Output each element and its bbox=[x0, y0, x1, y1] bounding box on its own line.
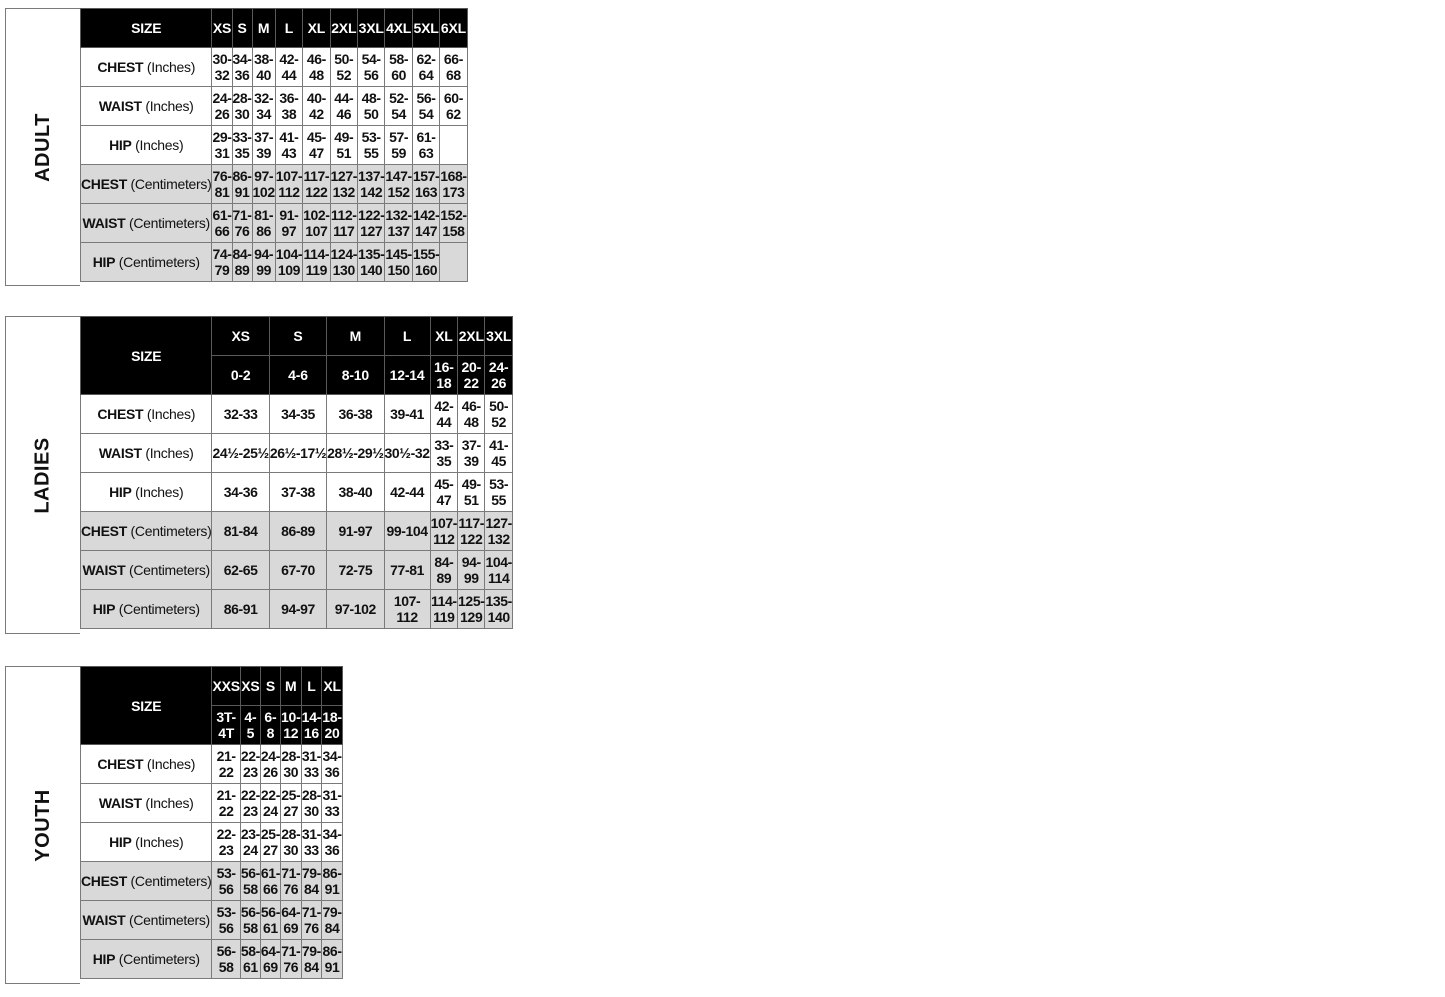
measure-value: 28-30 bbox=[280, 823, 301, 862]
measure-value: 64-69 bbox=[260, 940, 280, 979]
measure-name: CHEST bbox=[97, 756, 144, 772]
measure-value: 53-56 bbox=[212, 862, 240, 901]
measure-row-waist-cm bbox=[81, 204, 468, 243]
size-label: SIZE bbox=[81, 317, 212, 395]
measure-value: 74-79 bbox=[212, 243, 232, 282]
measure-value: 49-51 bbox=[330, 126, 357, 165]
adult-title: ADULT bbox=[31, 112, 54, 182]
measure-value: 45-47 bbox=[430, 473, 457, 512]
measure-value: 34-36 bbox=[212, 473, 269, 512]
numeric-size-cell: 14-16 bbox=[301, 706, 322, 745]
measure-label bbox=[81, 551, 212, 590]
measure-label bbox=[81, 784, 212, 823]
size-header-cell: S bbox=[260, 667, 280, 706]
measure-value: 22-23 bbox=[240, 745, 260, 784]
measure-value: 107-112 bbox=[430, 512, 457, 551]
size-header-cell: S bbox=[269, 317, 326, 356]
numeric-size-cell: 20-22 bbox=[458, 356, 485, 395]
measure-value: 71-76 bbox=[301, 901, 322, 940]
measure-value: 33-35 bbox=[232, 126, 252, 165]
measure-unit: (Inches) bbox=[135, 484, 184, 500]
measure-value: 56-54 bbox=[412, 87, 439, 126]
measure-value: 34-35 bbox=[269, 395, 326, 434]
measure-value: 86-91 bbox=[322, 862, 343, 901]
measure-value: 117-122 bbox=[458, 512, 485, 551]
measure-value: 50-52 bbox=[330, 48, 357, 87]
measure-value: 53-55 bbox=[357, 126, 384, 165]
measure-name: WAIST bbox=[98, 445, 142, 461]
measure-value: 37-39 bbox=[458, 434, 485, 473]
measure-value: 99-104 bbox=[384, 512, 430, 551]
measure-label bbox=[81, 243, 212, 282]
measure-value: 84-89 bbox=[430, 551, 457, 590]
measure-value: 24-26 bbox=[260, 745, 280, 784]
measure-value: 86-91 bbox=[232, 165, 252, 204]
measure-value: 62-65 bbox=[212, 551, 269, 590]
size-header-cell: XL bbox=[303, 9, 330, 48]
numeric-size-cell: 4-5 bbox=[240, 706, 260, 745]
measure-value: 157-163 bbox=[412, 165, 439, 204]
measure-label bbox=[81, 87, 212, 126]
measure-value: 145-150 bbox=[385, 243, 412, 282]
measure-unit: (Inches) bbox=[146, 59, 196, 75]
measure-value: 24-26 bbox=[212, 87, 232, 126]
ladies-side-label bbox=[5, 316, 80, 634]
size-header-cell: 6XL bbox=[440, 9, 467, 48]
youth-side-label bbox=[5, 666, 80, 984]
measure-value: 117-122 bbox=[303, 165, 330, 204]
size-header-cell: 2XL bbox=[330, 9, 357, 48]
measure-value: 135-140 bbox=[357, 243, 384, 282]
measure-value: 34-36 bbox=[322, 823, 343, 862]
measure-name: WAIST bbox=[98, 795, 142, 811]
measure-value: 60-62 bbox=[440, 87, 467, 126]
measure-value: 124-130 bbox=[330, 243, 357, 282]
measure-unit: (Centimeters) bbox=[118, 254, 200, 270]
measure-unit: (Inches) bbox=[146, 406, 196, 422]
adult-size-table bbox=[80, 8, 468, 282]
measure-name: CHEST bbox=[81, 523, 127, 539]
measure-value: 91-97 bbox=[275, 204, 302, 243]
measure-unit: (Inches) bbox=[145, 445, 194, 461]
measure-value: 62-64 bbox=[412, 48, 439, 87]
measure-label bbox=[81, 940, 212, 979]
measure-unit: (Inches) bbox=[135, 834, 184, 850]
measure-value: 28½-29½ bbox=[327, 434, 384, 473]
size-header-cell: XS bbox=[212, 9, 232, 48]
youth-title: YOUTH bbox=[31, 788, 54, 862]
measure-value: 42-44 bbox=[275, 48, 302, 87]
measure-value: 37-39 bbox=[252, 126, 275, 165]
measure-value: 71-76 bbox=[280, 940, 301, 979]
measure-name: HIP bbox=[109, 834, 132, 850]
measure-value: 147-152 bbox=[385, 165, 412, 204]
size-label: SIZE bbox=[81, 9, 212, 48]
measure-row-waist-in bbox=[81, 434, 513, 473]
measure-label bbox=[81, 862, 212, 901]
measure-value: 58-61 bbox=[240, 940, 260, 979]
measure-value: 30½-32 bbox=[384, 434, 430, 473]
measure-value: 26½-17½ bbox=[269, 434, 326, 473]
measure-value: 28-30 bbox=[280, 745, 301, 784]
size-header-cell: 5XL bbox=[412, 9, 439, 48]
measure-value: 21-22 bbox=[212, 784, 240, 823]
numeric-size-cell: 10-12 bbox=[280, 706, 301, 745]
measure-label bbox=[81, 48, 212, 87]
measure-value: 61-66 bbox=[212, 204, 232, 243]
measure-row-waist-in bbox=[81, 87, 468, 126]
measure-name: WAIST bbox=[98, 98, 142, 114]
measure-value: 31-33 bbox=[301, 823, 322, 862]
size-header-row bbox=[81, 9, 468, 48]
size-header-cell: M bbox=[252, 9, 275, 48]
measure-value: 67-70 bbox=[269, 551, 326, 590]
measure-value: 38-40 bbox=[327, 473, 384, 512]
measure-value: 22-24 bbox=[260, 784, 280, 823]
measure-unit: (Inches) bbox=[146, 756, 196, 772]
size-header-cell: 3XL bbox=[485, 317, 512, 356]
measure-value: 142-147 bbox=[412, 204, 439, 243]
size-header-cell: L bbox=[384, 317, 430, 356]
numeric-size-cell: 16-18 bbox=[430, 356, 457, 395]
measure-unit: (Centimeters) bbox=[128, 215, 210, 231]
measure-value: 48-50 bbox=[357, 87, 384, 126]
measure-value: 86-91 bbox=[322, 940, 343, 979]
measure-value: 104-114 bbox=[485, 551, 512, 590]
measure-value: 45-47 bbox=[303, 126, 330, 165]
measure-value: 94-99 bbox=[458, 551, 485, 590]
measure-value: 23-24 bbox=[240, 823, 260, 862]
measure-value: 32-33 bbox=[212, 395, 269, 434]
measure-name: WAIST bbox=[82, 215, 126, 231]
measure-value: 22-23 bbox=[212, 823, 240, 862]
size-header-cell: 4XL bbox=[385, 9, 412, 48]
measure-label bbox=[81, 126, 212, 165]
measure-name: WAIST bbox=[82, 562, 126, 578]
measure-value: 28-30 bbox=[232, 87, 252, 126]
measure-value: 34-36 bbox=[232, 48, 252, 87]
measure-value: 41-45 bbox=[485, 434, 512, 473]
measure-label bbox=[81, 590, 212, 629]
size-header-cell: XL bbox=[322, 667, 343, 706]
measure-value: 102-107 bbox=[303, 204, 330, 243]
ladies-size-table bbox=[80, 316, 513, 629]
measure-value: 71-76 bbox=[232, 204, 252, 243]
measure-value: 54-56 bbox=[357, 48, 384, 87]
size-header-cell: 3XL bbox=[357, 9, 384, 48]
measure-value: 53-55 bbox=[485, 473, 512, 512]
size-label: SIZE bbox=[81, 667, 212, 745]
measure-value: 107-112 bbox=[384, 590, 430, 629]
measure-value: 91-97 bbox=[327, 512, 384, 551]
measure-value: 137-142 bbox=[357, 165, 384, 204]
numeric-size-cell: 24-26 bbox=[485, 356, 512, 395]
measure-value: 84-89 bbox=[232, 243, 252, 282]
measure-value: 37-38 bbox=[269, 473, 326, 512]
measure-value: 122-127 bbox=[357, 204, 384, 243]
measure-row-waist-cm bbox=[81, 901, 343, 940]
size-header-cell: L bbox=[275, 9, 302, 48]
measure-label bbox=[81, 901, 212, 940]
measure-label bbox=[81, 473, 212, 512]
measure-row-hip-in bbox=[81, 126, 468, 165]
measure-name: CHEST bbox=[81, 176, 127, 192]
measure-value: 168-173 bbox=[440, 165, 467, 204]
measure-row-hip-cm bbox=[81, 940, 343, 979]
measure-row-chest-cm bbox=[81, 862, 343, 901]
size-header-cell: M bbox=[280, 667, 301, 706]
measure-value: 135-140 bbox=[485, 590, 512, 629]
measure-value: 53-56 bbox=[212, 901, 240, 940]
measure-value: 49-51 bbox=[458, 473, 485, 512]
measure-value: 97-102 bbox=[252, 165, 275, 204]
measure-label bbox=[81, 204, 212, 243]
measure-unit: (Centimeters) bbox=[118, 601, 200, 617]
measure-value: 50-52 bbox=[485, 395, 512, 434]
measure-value: 42-44 bbox=[430, 395, 457, 434]
measure-value: 58-60 bbox=[385, 48, 412, 87]
measure-value: 71-76 bbox=[280, 862, 301, 901]
adult-side-label bbox=[5, 8, 80, 286]
numeric-size-cell: 18-20 bbox=[322, 706, 343, 745]
size-header-row bbox=[81, 317, 513, 356]
measure-value: 127-132 bbox=[485, 512, 512, 551]
size-header-cell: XS bbox=[240, 667, 260, 706]
measure-unit: (Inches) bbox=[135, 137, 184, 153]
measure-label bbox=[81, 512, 212, 551]
size-header-cell: M bbox=[327, 317, 384, 356]
measure-label bbox=[81, 165, 212, 204]
measure-value: 127-132 bbox=[330, 165, 357, 204]
measure-name: HIP bbox=[109, 137, 132, 153]
measure-value: 24½-25½ bbox=[212, 434, 269, 473]
measure-label bbox=[81, 395, 212, 434]
measure-value: 56-58 bbox=[240, 901, 260, 940]
measure-value: 79-84 bbox=[301, 940, 322, 979]
measure-value: 86-91 bbox=[212, 590, 269, 629]
measure-name: CHEST bbox=[97, 59, 144, 75]
measure-name: WAIST bbox=[82, 912, 126, 928]
measure-value: 132-137 bbox=[385, 204, 412, 243]
measure-value: 56-58 bbox=[212, 940, 240, 979]
ladies-title: LADIES bbox=[31, 436, 54, 514]
measure-value: 61-66 bbox=[260, 862, 280, 901]
measure-value: 155-160 bbox=[412, 243, 439, 282]
measure-row-chest-cm bbox=[81, 165, 468, 204]
measure-unit: (Inches) bbox=[145, 795, 194, 811]
measure-value: 114-119 bbox=[303, 243, 330, 282]
measure-row-waist-cm bbox=[81, 551, 513, 590]
measure-name: HIP bbox=[109, 484, 132, 500]
measure-value: 77-81 bbox=[384, 551, 430, 590]
measure-value: 44-46 bbox=[330, 87, 357, 126]
size-header-cell: XS bbox=[212, 317, 269, 356]
measure-label bbox=[81, 434, 212, 473]
measure-value: 31-33 bbox=[301, 745, 322, 784]
measure-value: 32-34 bbox=[252, 87, 275, 126]
measure-value: 39-41 bbox=[384, 395, 430, 434]
measure-value: 25-27 bbox=[280, 784, 301, 823]
measure-name: HIP bbox=[92, 254, 116, 270]
measure-value: 104-109 bbox=[275, 243, 302, 282]
measure-value: 30-32 bbox=[212, 48, 232, 87]
measure-unit: (Centimeters) bbox=[130, 873, 212, 889]
size-header-cell: 2XL bbox=[458, 317, 485, 356]
measure-name: CHEST bbox=[97, 406, 144, 422]
size-header-cell: L bbox=[301, 667, 322, 706]
measure-value: 112-117 bbox=[330, 204, 357, 243]
measure-value: 46-48 bbox=[458, 395, 485, 434]
measure-value: 125-129 bbox=[458, 590, 485, 629]
measure-value: 52-54 bbox=[385, 87, 412, 126]
size-header-cell: S bbox=[232, 9, 252, 48]
measure-value: 79-84 bbox=[322, 901, 343, 940]
measure-row-chest-cm bbox=[81, 512, 513, 551]
measure-value: 76-81 bbox=[212, 165, 232, 204]
size-header-cell: XXS bbox=[212, 667, 240, 706]
measure-value: 56-58 bbox=[240, 862, 260, 901]
measure-name: HIP bbox=[92, 601, 116, 617]
measure-row-chest-in bbox=[81, 395, 513, 434]
measure-value: 61-63 bbox=[412, 126, 439, 165]
size-header-cell: XL bbox=[430, 317, 457, 356]
measure-unit: (Centimeters) bbox=[118, 951, 200, 967]
measure-value: 79-84 bbox=[301, 862, 322, 901]
measure-value: 42-44 bbox=[384, 473, 430, 512]
measure-value: 114-119 bbox=[430, 590, 457, 629]
measure-label bbox=[81, 823, 212, 862]
measure-value: 25-27 bbox=[260, 823, 280, 862]
measure-unit: (Centimeters) bbox=[130, 176, 212, 192]
measure-value: 40-42 bbox=[303, 87, 330, 126]
measure-value: 81-86 bbox=[252, 204, 275, 243]
measure-value: 152-158 bbox=[440, 204, 467, 243]
measure-value: 28-30 bbox=[301, 784, 322, 823]
measure-row-hip-in bbox=[81, 823, 343, 862]
measure-value: 41-43 bbox=[275, 126, 302, 165]
measure-value: 66-68 bbox=[440, 48, 467, 87]
measure-value: 33-35 bbox=[430, 434, 457, 473]
measure-value: 72-75 bbox=[327, 551, 384, 590]
measure-value: 46-48 bbox=[303, 48, 330, 87]
measure-value: 107-112 bbox=[275, 165, 302, 204]
measure-value: 36-38 bbox=[275, 87, 302, 126]
numeric-size-cell: 3T-4T bbox=[212, 706, 240, 745]
numeric-size-cell: 6-8 bbox=[260, 706, 280, 745]
measure-value: 21-22 bbox=[212, 745, 240, 784]
measure-unit: (Inches) bbox=[145, 98, 194, 114]
measure-unit: (Centimeters) bbox=[128, 912, 210, 928]
measure-row-hip-cm bbox=[81, 243, 468, 282]
measure-row-waist-in bbox=[81, 784, 343, 823]
size-header-row bbox=[81, 667, 343, 706]
measure-name: CHEST bbox=[81, 873, 127, 889]
measure-value bbox=[440, 243, 467, 282]
measure-value: 31-33 bbox=[322, 784, 343, 823]
measure-value: 94-99 bbox=[252, 243, 275, 282]
measure-value: 34-36 bbox=[322, 745, 343, 784]
measure-value: 86-89 bbox=[269, 512, 326, 551]
measure-unit: (Centimeters) bbox=[130, 523, 212, 539]
measure-row-chest-in bbox=[81, 48, 468, 87]
measure-value: 97-102 bbox=[327, 590, 384, 629]
measure-value: 56-61 bbox=[260, 901, 280, 940]
measure-label bbox=[81, 745, 212, 784]
measure-value: 94-97 bbox=[269, 590, 326, 629]
measure-value: 36-38 bbox=[327, 395, 384, 434]
measure-value: 29-31 bbox=[212, 126, 232, 165]
numeric-size-cell: 0-2 bbox=[212, 356, 269, 395]
measure-value: 64-69 bbox=[280, 901, 301, 940]
measure-value: 81-84 bbox=[212, 512, 269, 551]
measure-value: 38-40 bbox=[252, 48, 275, 87]
measure-name: HIP bbox=[92, 951, 116, 967]
measure-row-hip-in bbox=[81, 473, 513, 512]
measure-value: 57-59 bbox=[385, 126, 412, 165]
measure-value bbox=[440, 126, 467, 165]
measure-row-hip-cm bbox=[81, 590, 513, 629]
numeric-size-cell: 12-14 bbox=[384, 356, 430, 395]
numeric-size-cell: 8-10 bbox=[327, 356, 384, 395]
measure-value: 22-23 bbox=[240, 784, 260, 823]
measure-row-chest-in bbox=[81, 745, 343, 784]
youth-size-table bbox=[80, 666, 343, 979]
measure-unit: (Centimeters) bbox=[128, 562, 210, 578]
numeric-size-cell: 4-6 bbox=[269, 356, 326, 395]
